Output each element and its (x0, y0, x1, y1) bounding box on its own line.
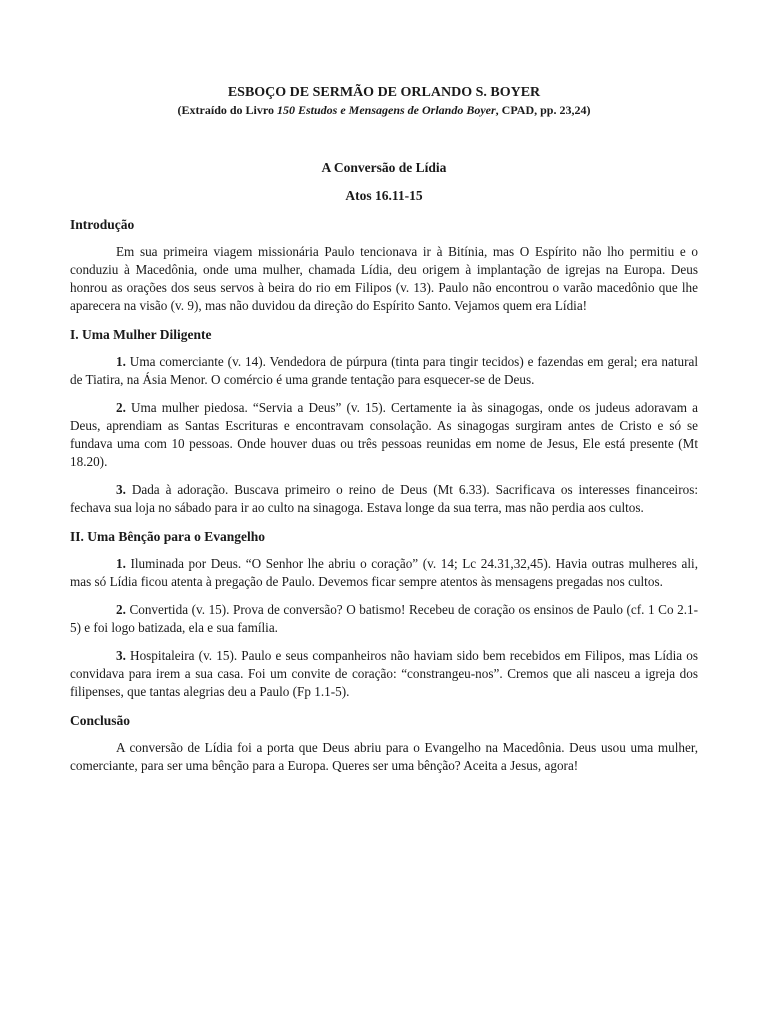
scripture-reference: Atos 16.11-15 (345, 188, 423, 203)
item-text: Hospitaleira (v. 15). Paulo e seus companheiros não haviam sido bem recebidos em Filipos, mas Lídia os convidava para irem a sua casa. Foi um convite de coração: “constrangeu-nos”. Cremos que ali nasceu a igreja dos filipenses, que tantas alegrias deu a Paulo (Fp 1.1-5). (70, 648, 698, 699)
item-number: 1. (116, 556, 126, 571)
item-text: Convertida (v. 15). Prova de conversão? O batismo! Recebeu de coração os ensinos de Paulo (cf. 1 Co 2.1-5) e foi logo batizada, ela e sua família. (70, 602, 698, 635)
section1-item-1 (70, 353, 698, 389)
section1-item-3 (70, 481, 698, 517)
section1-item-2 (70, 399, 698, 471)
item-number: 2. (116, 400, 126, 415)
item-text: Iluminada por Deus. “O Senhor lhe abriu o coração” (v. 14; Lc 24.31,32,45). Havia outras mulheres ali, mas só Lídia ficou atenta à pregação de Paulo. Devemos ficar sempre atentos às mensagens pregadas nos cultos. (70, 556, 698, 589)
item-number: 1. (116, 354, 126, 369)
section2-heading: II. Uma Bênção para o Evangelho (70, 529, 266, 544)
section2-item-1 (70, 555, 698, 591)
subtitle-suffix: , CPAD, pp. 23,24) (495, 103, 591, 117)
conclusion-text: A conversão de Lídia foi a porta que Deus abriu para o Evangelho na Macedônia. Deus usou uma mulher, comerciante, para ser uma bênção para a Europa. Queres ser uma bênção? Aceita a Jesus, agora! (70, 740, 698, 773)
section1-heading: I. Uma Mulher Diligente (70, 327, 212, 342)
item-number: 3. (116, 648, 126, 663)
document-title: ESBOÇO DE SERMÃO DE ORLANDO S. BOYER (227, 85, 541, 100)
subtitle-prefix: (Extraído do Livro (177, 103, 277, 117)
item-number: 2. (116, 602, 126, 617)
subtitle-book: 150 Estudos e Mensagens de Orlando Boyer (276, 103, 496, 117)
item-number: 3. (116, 482, 126, 497)
item-text: Uma mulher piedosa. “Servia a Deus” (v. 15). Certamente ia às sinagogas, onde os judeus adoravam a Deus, aprendiam as Santas Escrituras e encontravam consolação. As sinagogas surgiram antes de Cristo e só se fundava uma com 10 pessoas. Onde houver duas ou três pessoas reunidas em nome de Jesus, Ele está presente (Mt 18.20). (70, 400, 698, 469)
section2-item-3 (70, 647, 698, 701)
introduction-heading: Introdução (70, 217, 135, 232)
document-content (70, 84, 698, 775)
conclusion-heading: Conclusão (70, 713, 131, 728)
introduction-text: Em sua primeira viagem missionária Paulo tencionava ir à Bitínia, mas O Espírito não lho permitiu e o conduziu à Macedônia, onde uma mulher, chamada Lídia, deu origem à implantação de igrejas na Europa. Deus honrou as orações dos seus servos à beira do rio em Filipos (v. 13). Paulo não encontrou o varão macedônio que lhe aparecera na visão (v. 9), mas não duvidou da direção do Espírito Santo. Vejamos quem era Lídia! (70, 244, 698, 313)
item-text: Dada à adoração. Buscava primeiro o reino de Deus (Mt 6.33). Sacrificava os interesses financeiros: fechava sua loja no sábado para ir ao culto na sinagoga. Estava longe da sua terra, mas não perdia aos cultos. (70, 482, 698, 515)
section2-item-2 (70, 601, 698, 637)
sermon-title: A Conversão de Lídia (321, 160, 447, 175)
document-subtitle (70, 102, 698, 118)
item-text: Uma comerciante (v. 14). Vendedora de púrpura (tinta para tingir tecidos) e fazendas em geral; era natural de Tiatira, na Ásia Menor. O comércio é uma grande tentação para esquecer-se de Deus. (70, 354, 698, 387)
